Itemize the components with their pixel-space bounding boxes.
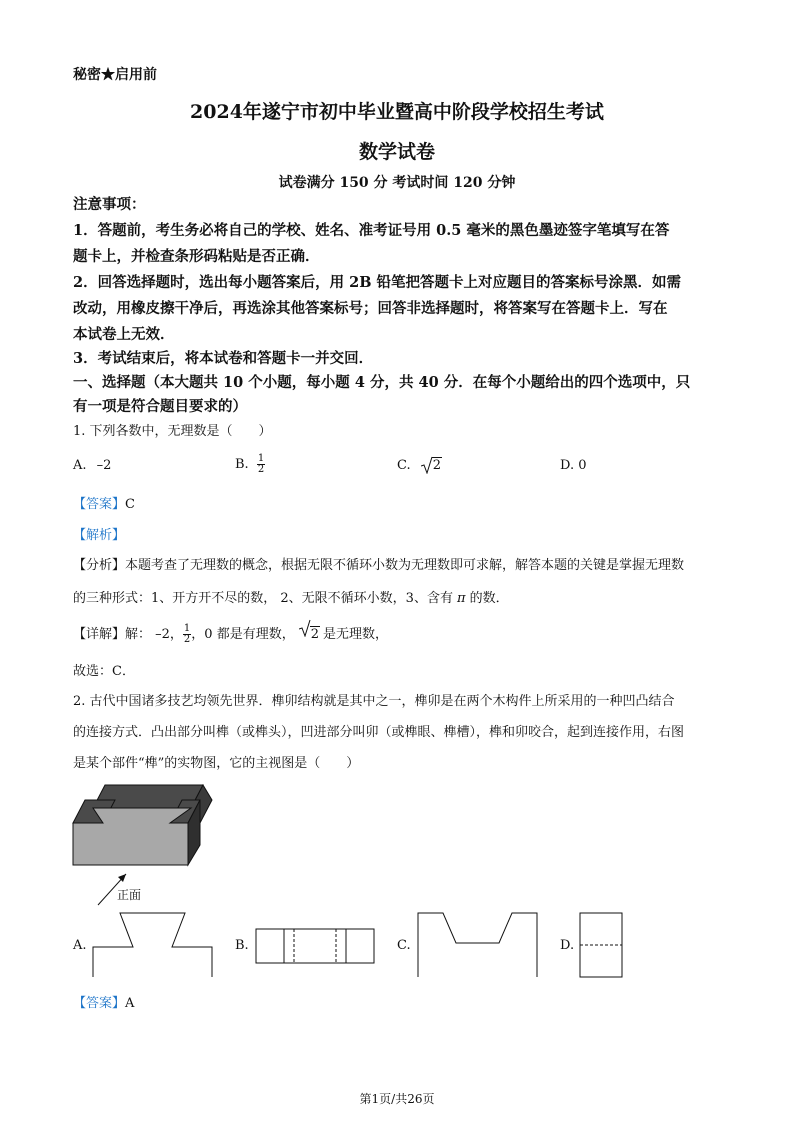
section-1-line-1: 一、选择题（本大题共 10 个小题，每小题 4 分，共 40 分．在每个小题给出的四个选项中，只	[73, 374, 691, 391]
q1-xiangjie-text-c: 是无理数，	[322, 627, 388, 642]
q2-front-label: 正面	[117, 888, 142, 902]
q1-fenxi-tag: 【分析】	[73, 558, 126, 573]
q1-stem: 1. 下列各数中，无理数是（ ）	[73, 424, 272, 439]
q2-line-2: 的连接方式．凸出部分叫榫（或榫头），凹进部分叫卯（或榫眼、榫槽），榫和卯咬合，起到连接作用，右图	[73, 725, 685, 740]
q2-option-c-figure	[415, 910, 540, 980]
secret-label: 秘密★启用前	[73, 67, 157, 83]
q2-option-c-label: C.	[397, 938, 411, 953]
note-2-line-2: 改动，用橡皮擦干净后，再选涂其他答案标号；回答非选择题时，将答案写在答题卡上．写在	[73, 300, 668, 317]
q1-option-d-value: 0	[578, 458, 587, 473]
exam-meta: 试卷满分 150 分 考试时间 120 分钟	[278, 175, 516, 191]
q1-option-d	[560, 458, 587, 473]
note-2-line-3: 本试卷上无效．	[73, 326, 175, 343]
exam-title: 2024年遂宁市初中毕业暨高中阶段学校招生考试	[190, 101, 604, 123]
q1-option-a-label: A.	[73, 458, 87, 473]
section-1-line-2: 有一项是符合题目要求的）	[73, 398, 247, 415]
q1-xiangjie-text-a: 解： –2，	[125, 627, 183, 642]
q2-option-d-figure	[577, 910, 627, 980]
q1-fenxi-text-2a: 的三种形式：1、开方开不尽的数， 2、无限不循环小数，3、含有	[73, 591, 453, 606]
q1-xiangjie-denominator: 2	[183, 634, 191, 645]
q1-fenxi-text-1: 本题考查了无理数的概念，根据无限不循环小数为无理数即可求解，解答本题的关键是掌握无理数	[125, 558, 685, 573]
q1-xiangjie-numerator: 1	[183, 623, 191, 634]
q1-xiangjie-radicand: 2	[310, 627, 319, 642]
note-3: 3．考试结束后，将本试卷和答题卡一并交回．	[73, 350, 374, 367]
radical-sign-icon	[421, 456, 433, 474]
q1-option-c	[397, 458, 442, 473]
q1-option-c-sqrt	[421, 458, 442, 473]
q1-answer-value: C	[125, 497, 135, 512]
q1-option-b	[235, 454, 265, 475]
q1-answer-tag: 【答案】	[73, 497, 126, 512]
q2-option-b-figure	[254, 926, 376, 966]
q1-fenxi-text-2b: 的数．	[465, 591, 509, 606]
q2-option-d-label: D.	[560, 938, 575, 953]
note-1-line-2: 题卡上，并检查条形码粘贴是否正确．	[73, 248, 320, 265]
q1-option-b-label: B.	[235, 457, 249, 472]
q1-option-a-value: –2	[96, 458, 112, 473]
note-1-line-1: 1．答题前，考生务必将自己的学校、姓名、准考证号用 0.5 毫米的黑色墨迹签字笔填写在答	[73, 222, 670, 239]
q1-choose: 故选：C．	[73, 664, 135, 679]
q1-option-a	[73, 458, 111, 473]
q2-option-a-figure	[90, 910, 215, 980]
radical-sign-icon	[299, 619, 311, 637]
note-2-line-1: 2．回答选择题时，选出每小题答案后，用 2B 铅笔把答题卡上对应题目的答案标号涂黑．如需	[73, 274, 682, 291]
q2-answer	[73, 990, 723, 1018]
q2-line-3: 是某个部件“榫”的实物图，它的主视图是（ ）	[73, 756, 360, 771]
q1-option-d-label: D.	[560, 458, 575, 473]
q1-analysis-tag: 【解析】	[73, 528, 126, 543]
q1-option-b-denominator: 2	[257, 464, 265, 475]
q1-option-c-radicand: 2	[432, 458, 442, 473]
notes-heading: 注意事项：	[73, 196, 146, 213]
q1-fenxi-line-2	[73, 585, 723, 613]
q1-answer	[73, 491, 723, 519]
q1-xiangjie-text-b: ，0 都是有理数，	[191, 627, 295, 642]
q1-fenxi-line-1	[73, 552, 723, 580]
q1-option-b-numerator: 1	[257, 453, 265, 464]
q2-answer-tag: 【答案】	[73, 996, 126, 1011]
q2-line-1: 2. 古代中国诸多技艺均领先世界．榫卯结构就是其中之一，榫卯是在两个木构件上所采用的一种凹凸结合	[73, 694, 675, 709]
q2-tenon-3d-figure	[68, 780, 218, 910]
page-footer: 第1页/共26页	[359, 1092, 435, 1106]
q1-option-b-fraction	[257, 454, 265, 475]
q1-xiangjie	[73, 621, 723, 649]
exam-subtitle: 数学试卷	[358, 141, 435, 163]
q1-xiangjie-tag: 【详解】	[73, 627, 126, 642]
q2-option-a-label: A.	[73, 938, 87, 953]
q2-option-b-label: B.	[235, 938, 249, 953]
q1-fenxi-pi: π	[456, 591, 466, 606]
q1-option-c-label: C.	[397, 458, 411, 473]
q2-answer-value: A	[125, 996, 135, 1011]
q1-xiangjie-sqrt	[299, 621, 320, 649]
